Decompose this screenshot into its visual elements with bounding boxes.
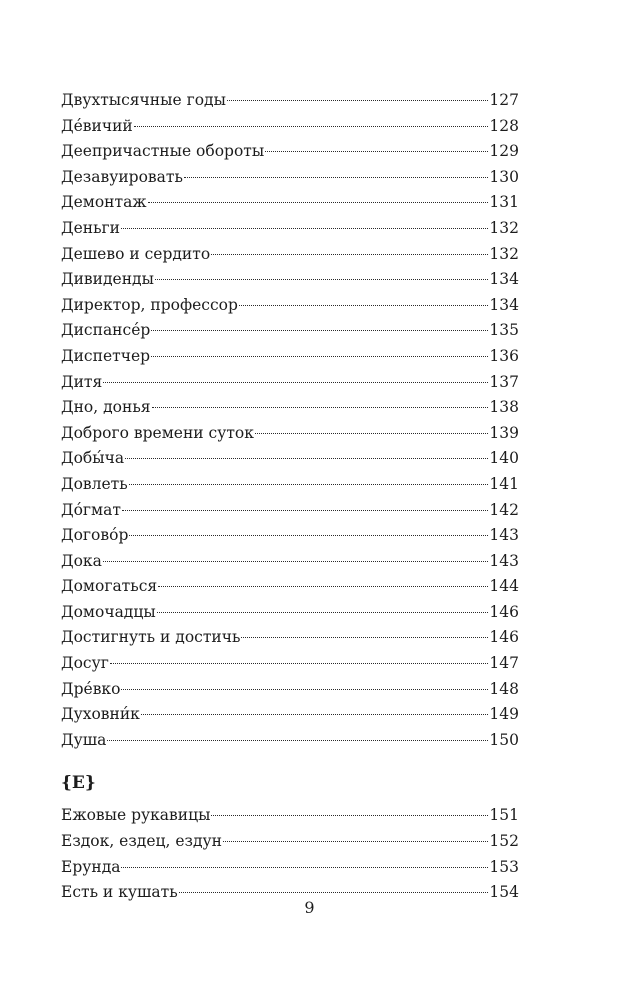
dot-leader: [110, 663, 489, 664]
toc-entry-page: 136: [489, 346, 519, 365]
toc-entry-page: 141: [489, 474, 519, 493]
toc-entry: [61, 242, 519, 268]
page-number: 9: [304, 898, 315, 917]
toc-entry-page: 137: [489, 372, 519, 391]
toc-entry-title: Демонтаж: [61, 193, 147, 212]
dot-leader: [121, 867, 488, 868]
toc-entry-title: Де́вичий: [61, 116, 133, 135]
toc-entry: [61, 702, 519, 728]
toc-entry-title: Ежовые рукавицы: [61, 806, 211, 825]
toc-section-d: [61, 88, 519, 753]
dot-leader: [141, 714, 489, 715]
toc-entry: [61, 549, 519, 575]
toc-entry-page: 149: [489, 705, 519, 724]
toc-entry-page: 135: [489, 321, 519, 340]
toc-entry-page: 144: [489, 577, 519, 596]
toc-entry-page: 127: [489, 91, 519, 109]
toc-entry: [61, 267, 519, 293]
toc-section-e: [61, 803, 519, 905]
toc-entry-title: Деньги: [61, 218, 120, 237]
toc-entry-title: Есть и кушать: [61, 883, 178, 902]
table-of-contents: [61, 88, 519, 906]
toc-entry-page: 142: [489, 500, 519, 519]
toc-entry-title: Дешево и сердито: [61, 244, 211, 263]
toc-entry-page: 151: [489, 806, 519, 825]
toc-entry: [61, 600, 519, 626]
toc-entry-page: 146: [489, 602, 519, 621]
dot-leader: [179, 892, 489, 893]
dot-leader: [255, 433, 488, 434]
dot-leader: [148, 202, 489, 203]
toc-entry-title: Душа: [61, 730, 107, 749]
toc-entry-page: 153: [489, 857, 519, 876]
toc-entry: [61, 472, 519, 498]
toc-entry-page: 152: [489, 832, 519, 851]
toc-entry: [61, 421, 519, 447]
toc-entry-title: Доброго времени суток: [61, 423, 254, 442]
toc-entry: [61, 370, 519, 396]
toc-entry-title: Дивиденды: [61, 270, 154, 289]
toc-entry: [61, 114, 519, 140]
toc-entry: [61, 190, 519, 216]
dot-leader: [121, 228, 488, 229]
toc-entry-page: 143: [489, 551, 519, 570]
toc-entry-page: 132: [489, 218, 519, 237]
dot-leader: [155, 279, 488, 280]
toc-entry-page: 143: [489, 526, 519, 545]
toc-entry-page: 130: [489, 167, 519, 186]
dot-leader: [211, 815, 488, 816]
dot-leader: [239, 305, 489, 306]
toc-entry: [61, 829, 519, 855]
dot-leader: [223, 841, 488, 842]
dot-leader: [125, 458, 488, 459]
dot-leader: [134, 126, 489, 127]
toc-entry-title: Дока: [61, 551, 102, 570]
toc-entry-page: 148: [489, 679, 519, 698]
dot-leader: [103, 382, 488, 383]
toc-entry-title: Двухтысячные годы: [61, 91, 226, 109]
toc-entry-title: Достигнуть и достичь: [61, 628, 241, 647]
toc-entry-page: 131: [489, 193, 519, 212]
dot-leader: [241, 637, 488, 638]
toc-entry: [61, 216, 519, 242]
toc-entry-title: Добы́ча: [61, 449, 125, 468]
toc-entry: [61, 803, 519, 829]
dot-leader: [227, 100, 488, 101]
dot-leader: [157, 612, 489, 613]
dot-leader: [158, 586, 488, 587]
toc-entry-title: Ерунда: [61, 857, 121, 876]
toc-entry-title: Деепричастные обороты: [61, 142, 265, 161]
toc-entry-title: Ездок, ездец, ездун: [61, 832, 222, 851]
toc-entry: [61, 523, 519, 549]
toc-entry-page: 134: [489, 270, 519, 289]
toc-entry-title: Домочадцы: [61, 602, 156, 621]
toc-entry-page: 147: [489, 654, 519, 673]
dot-leader: [151, 330, 488, 331]
toc-entry: [61, 855, 519, 881]
toc-entry-page: 139: [489, 423, 519, 442]
toc-entry-title: Дре́вко: [61, 679, 121, 698]
toc-entry-page: 134: [489, 295, 519, 314]
dot-leader: [122, 510, 488, 511]
dot-leader: [151, 356, 488, 357]
toc-entry-title: Директор, профессор: [61, 295, 238, 314]
toc-entry: [61, 498, 519, 524]
toc-entry-page: 129: [489, 142, 519, 161]
toc-entry-title: Догово́р: [61, 526, 129, 545]
dot-leader: [129, 535, 488, 536]
dot-leader: [129, 484, 489, 485]
toc-entry-title: Духовни́к: [61, 705, 140, 724]
toc-entry-title: Довлеть: [61, 474, 128, 493]
toc-entry: [61, 728, 519, 754]
toc-entry-page: 138: [489, 398, 519, 417]
dot-leader: [107, 740, 488, 741]
toc-entry: [61, 574, 519, 600]
dot-leader: [152, 407, 489, 408]
toc-entry-title: Диспетчер: [61, 346, 151, 365]
toc-entry: [61, 344, 519, 370]
toc-entry: [61, 293, 519, 319]
toc-entry-title: Досуг: [61, 654, 109, 673]
toc-entry-title: Дно, донья: [61, 398, 151, 417]
toc-entry: [61, 651, 519, 677]
toc-entry: [61, 625, 519, 651]
toc-entry-page: 154: [489, 883, 519, 902]
toc-entry: [61, 318, 519, 344]
toc-entry-page: 128: [489, 116, 519, 135]
toc-entry-title: До́гмат: [61, 500, 121, 519]
toc-entry-title: Дитя: [61, 372, 103, 391]
toc-entry-page: 146: [489, 628, 519, 647]
dot-leader: [184, 177, 489, 178]
dot-leader: [265, 151, 488, 152]
dot-leader: [121, 689, 488, 690]
toc-entry-title: Диспансе́р: [61, 321, 151, 340]
toc-entry: [61, 677, 519, 703]
dot-leader: [211, 254, 488, 255]
toc-entry-page: 150: [489, 730, 519, 749]
toc-entry: [61, 446, 519, 472]
toc-entry-page: 140: [489, 449, 519, 468]
toc-entry-page: 132: [489, 244, 519, 263]
toc-entry: [61, 395, 519, 421]
toc-entry-title: Дезавуировать: [61, 167, 183, 186]
toc-entry: [61, 165, 519, 191]
dot-leader: [103, 561, 489, 562]
toc-entry: [61, 88, 519, 114]
toc-entry: [61, 139, 519, 165]
toc-entry-title: Домогаться: [61, 577, 158, 596]
section-heading-e: {Е}: [61, 773, 96, 794]
